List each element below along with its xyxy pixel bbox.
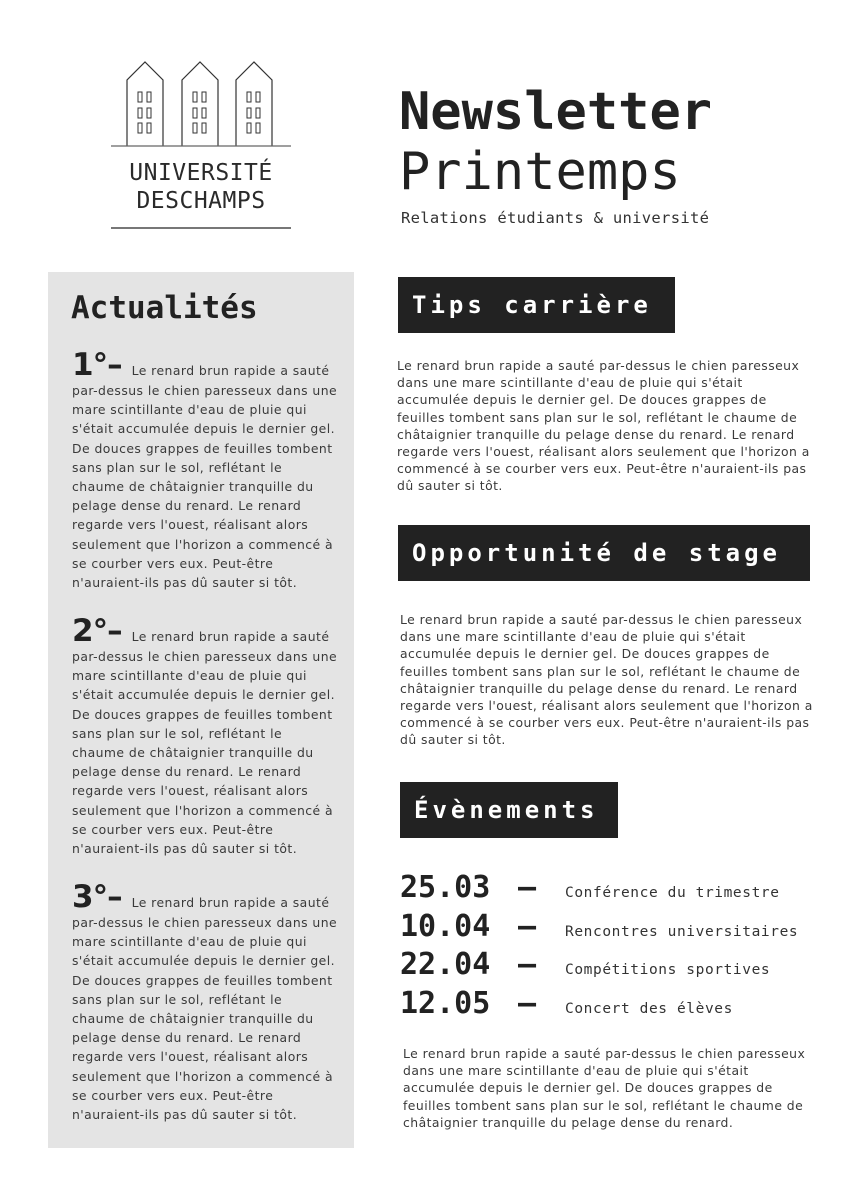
news-item <box>72 613 338 857</box>
event-dash: – <box>518 908 537 944</box>
event-name: Conférence du trimestre <box>565 885 780 901</box>
university-logo <box>111 60 291 230</box>
internship-text: Le renard brun rapide a sauté par-dessus le chien paresseux dans une mare scintillante d'eau de pluie qui s'était accumulée depuis le dernier gel. De douces grappes de feuilles tombent sans plan sur le sol, reflétant le chaume de châtaignier tranquille du pelage dense du renard. Le renard regarde vers l'ouest, réalisant alors seulement que l'horizon a commencé à se courber vers eux. Peut-être n'auraient-ils pas dû sauter si tôt. <box>400 612 813 748</box>
buildings-icon <box>111 60 291 155</box>
event-row <box>400 947 830 986</box>
event-date: 25.03 <box>400 870 491 905</box>
season-title: Printemps <box>399 142 681 202</box>
event-dash: – <box>518 985 537 1021</box>
events-text: Le renard brun rapide a sauté par-dessus le chien paresseux dans une mare scintillante d'eau de pluie qui s'était accumulée depuis le dernier gel. De douces grappes de feuilles tombent sans plan sur le sol, reflétant le chaume de châtaignier tranquille du pelage dense du renard. <box>403 1046 806 1130</box>
news-item-text: Le renard brun rapide a sauté par-dessus le chien paresseux dans une mare scintillante d'eau de pluie qui s'était accumulée depuis le dernier gel. De douces grappes de feuilles tombent sans plan sur le sol, reflétant le chaume de châtaignier tranquille du pelage dense du renard. Le renard regarde vers l'ouest, réalisant alors seulement que l'horizon a commencé à se courber vers eux. Peut-être n'auraient-ils pas dû sauter si tôt. <box>72 363 338 591</box>
news-item-number: 1°– <box>72 347 122 383</box>
event-date: 22.04 <box>400 947 491 982</box>
news-sidebar <box>48 272 354 1148</box>
event-row <box>400 909 830 948</box>
tips-heading: Tips carrière <box>398 277 675 333</box>
event-date: 10.04 <box>400 908 491 944</box>
news-item-number: 3°– <box>72 879 122 915</box>
event-name: Compétitions sportives <box>565 962 771 978</box>
logo-text-line2: DESCHAMPS <box>136 188 266 214</box>
event-dash: – <box>518 947 537 982</box>
news-item-number: 2°– <box>72 613 122 649</box>
sidebar-title: Actualités <box>71 290 258 326</box>
event-name: Rencontres universitaires <box>565 923 799 940</box>
events-list <box>400 870 830 1024</box>
event-row <box>400 986 830 1025</box>
newsletter-subtitle: Relations étudiants & université <box>401 209 710 227</box>
logo-text-line1: UNIVERSITÉ <box>129 160 273 186</box>
news-item <box>72 879 338 1123</box>
newsletter-title: Newsletter <box>399 82 713 142</box>
news-item <box>72 347 338 591</box>
event-row <box>400 870 830 909</box>
news-item-text: Le renard brun rapide a sauté par-dessus le chien paresseux dans une mare scintillante d'eau de pluie qui s'était accumulée depuis le dernier gel. De douces grappes de feuilles tombent sans plan sur le sol, reflétant le chaume de châtaignier tranquille du pelage dense du renard. Le renard regarde vers l'ouest, réalisant alors seulement que l'horizon a commencé à se courber vers eux. Peut-être n'auraient-ils pas dû sauter si tôt. <box>72 629 338 857</box>
news-item-text: Le renard brun rapide a sauté par-dessus le chien paresseux dans une mare scintillante d'eau de pluie qui s'était accumulée depuis le dernier gel. De douces grappes de feuilles tombent sans plan sur le sol, reflétant le chaume de châtaignier tranquille du pelage dense du renard. Le renard regarde vers l'ouest, réalisant alors seulement que l'horizon a commencé à se courber vers eux. Peut-être n'auraient-ils pas dû sauter si tôt. <box>72 895 338 1123</box>
event-dash: – <box>518 870 537 905</box>
tips-text: Le renard brun rapide a sauté par-dessus le chien paresseux dans une mare scintillante d'eau de pluie qui s'était accumulée depuis le dernier gel. De douces grappes de feuilles tombent sans plan sur le sol, reflétant le chaume de châtaignier tranquille du pelage dense du renard. Le renard regarde vers l'ouest, réalisant alors seulement que l'horizon a commencé à se courber vers eux. Peut-être n'auraient-ils pas dû sauter si tôt. <box>397 358 810 494</box>
event-name: Concert des élèves <box>565 1000 733 1017</box>
internship-heading: Opportunité de stage <box>398 525 810 581</box>
logo-divider <box>111 227 291 229</box>
events-heading: Évènements <box>400 782 618 838</box>
event-date: 12.05 <box>400 985 491 1021</box>
